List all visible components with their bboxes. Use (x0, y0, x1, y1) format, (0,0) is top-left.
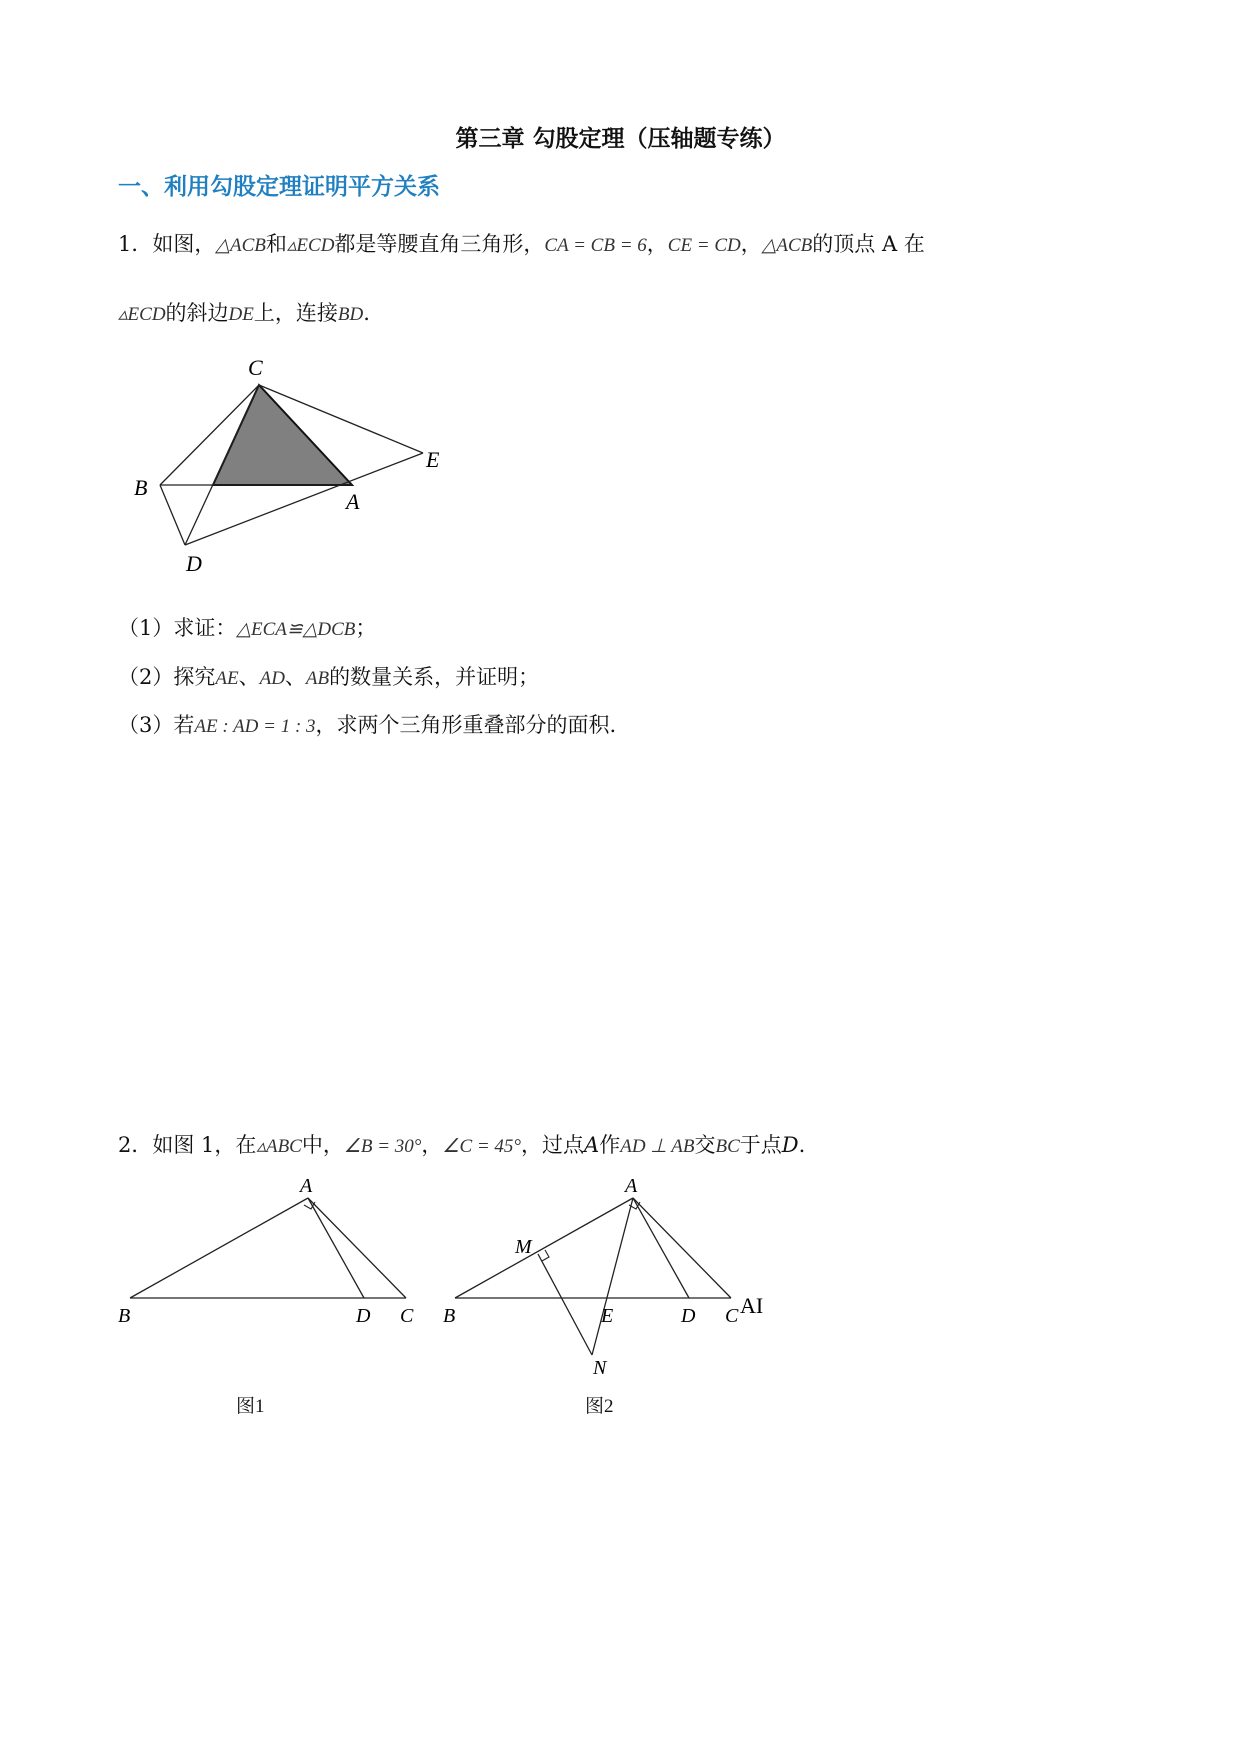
shaded-triangle (213, 385, 352, 485)
q2-point: D (781, 1133, 799, 1157)
q2-text: 作 (599, 1133, 621, 1157)
q2-math: AD ⊥ AB (620, 1136, 695, 1157)
sub-math: AE (215, 668, 239, 689)
q1-math: △ACB (215, 235, 266, 256)
label-e: E (601, 1305, 614, 1327)
q1-text: 都是等腰直角三角形， (334, 232, 545, 256)
q1-text: 的斜边 (165, 301, 229, 325)
q1-text: . (363, 301, 370, 325)
q1-math: CA = CB = 6 (544, 235, 647, 256)
q2-math: BC (715, 1136, 740, 1157)
q1-math: CE = CD (667, 235, 741, 256)
sub-text: 、 (284, 665, 306, 689)
q2-text: ， (421, 1133, 443, 1157)
sub-text: ，求两个三角形重叠部分的面积. (315, 713, 617, 737)
q2-text: 交 (694, 1133, 716, 1157)
label-c: C (400, 1305, 414, 1327)
figure-2 (110, 1175, 430, 1330)
q1-sub-2 (118, 661, 539, 691)
label-d: D (681, 1305, 696, 1327)
sub-math: AB (305, 668, 330, 689)
page-title: 第三章 勾股定理（压轴题专练） (455, 126, 786, 152)
q1-text: ， (740, 232, 762, 256)
q2-point: A (584, 1133, 600, 1157)
q1-math: BD (337, 304, 364, 325)
sub-text: （3）若 (118, 713, 195, 737)
q1-sub-3 (118, 709, 616, 739)
q1-math: ▵ECD (118, 304, 166, 325)
label-b: B (118, 1305, 131, 1327)
q1-text: 的顶点 A 在 (812, 232, 925, 256)
q1-text: 和 (265, 232, 287, 256)
label-m: M (515, 1236, 532, 1258)
label-c: C (725, 1305, 739, 1327)
q1-text: 如图， (152, 232, 216, 256)
q2-math: ▵ABC (256, 1136, 302, 1157)
label-a: A (625, 1175, 638, 1197)
q2-math: ∠B = 30° (343, 1136, 422, 1157)
sub-text: 、 (238, 665, 260, 689)
label-n: N (593, 1357, 607, 1379)
label-d: D (356, 1305, 371, 1327)
q1-text: 上，连接 (253, 301, 338, 325)
sub-math: AD (259, 668, 285, 689)
q2-text: ，过点 (521, 1133, 585, 1157)
q1-line-2 (118, 297, 370, 327)
q2-text: 如图 1，在 (152, 1133, 257, 1157)
q1-text: ， (646, 232, 668, 256)
label-b: B (443, 1305, 456, 1327)
caption-fig1: 图1 (236, 1396, 265, 1417)
label-d: D (186, 551, 202, 576)
figure-1 (120, 350, 460, 580)
label-e: E (426, 447, 440, 472)
q1-math: ▵ECD (286, 235, 335, 256)
sub-math: AE : AD = 1 : 3 (194, 716, 316, 737)
q2-text: 于点 (739, 1133, 782, 1157)
sub-text: （2）探究 (118, 665, 216, 689)
q2-text: 中， (301, 1133, 344, 1157)
q1-math: △ACB (761, 235, 813, 256)
q2-number: 2． (118, 1133, 153, 1157)
q1-sub-1 (118, 612, 376, 642)
sub-math: △ECA≌△DCB (236, 619, 356, 640)
sub-text: 的数量关系，并证明； (329, 665, 540, 689)
caption-fig2: 图2 (585, 1396, 614, 1417)
figure-3 (435, 1175, 775, 1380)
right-angle-mark (542, 1250, 549, 1261)
label-a: A (346, 489, 360, 514)
q1-number: 1． (118, 232, 153, 256)
q2-math: ∠C = 45° (442, 1136, 522, 1157)
section-heading: 一、利用勾股定理证明平方关系 (118, 174, 440, 200)
q2-line-1 (118, 1129, 805, 1159)
q1-line-1 (118, 228, 925, 258)
label-a: A (300, 1175, 313, 1197)
sub-text: （1）求证： (118, 616, 237, 640)
q2-text: . (798, 1133, 806, 1157)
label-c: C (248, 355, 263, 380)
sub-text: ； (355, 616, 377, 640)
label-ai: AI (740, 1293, 764, 1318)
label-b: B (134, 475, 148, 500)
q1-math: DE (228, 304, 254, 325)
